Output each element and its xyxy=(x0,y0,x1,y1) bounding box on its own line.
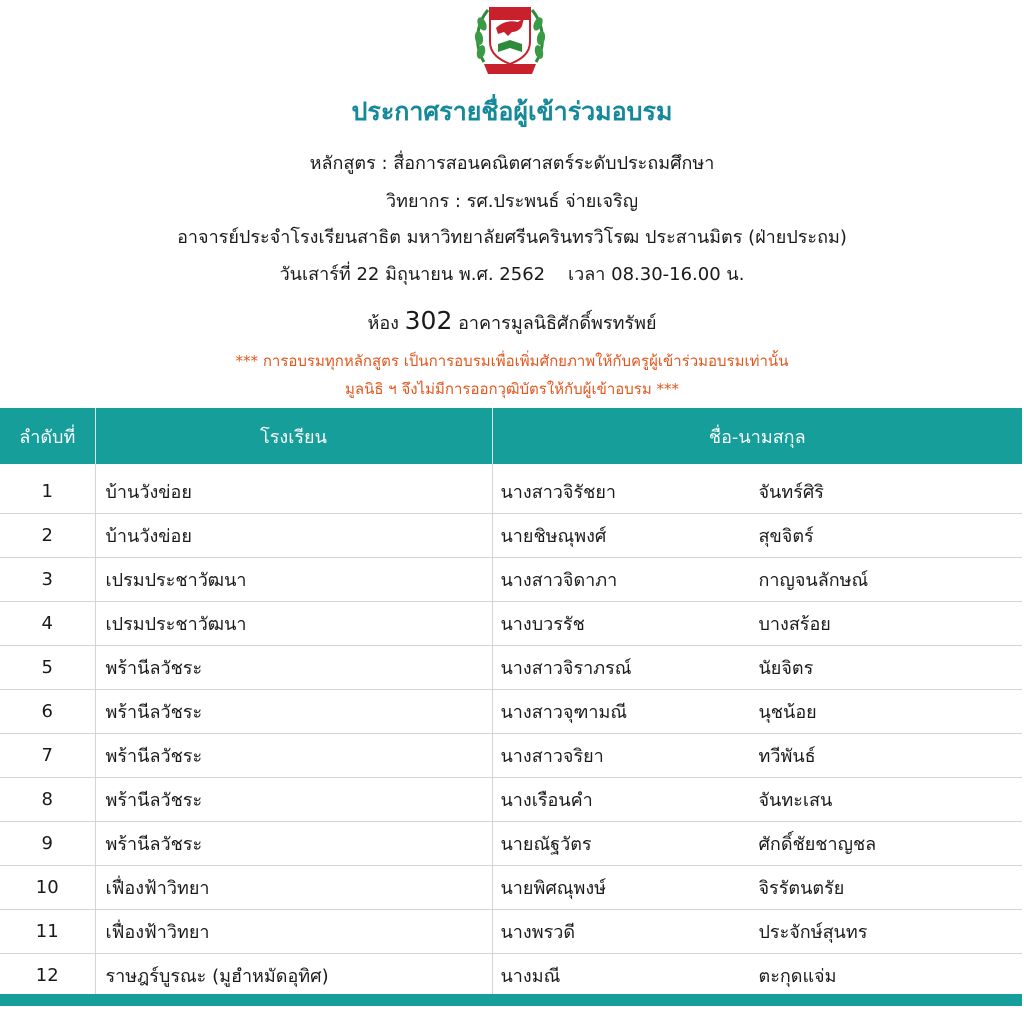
table-row xyxy=(0,866,1022,910)
school-name: บ้านวังข่อย xyxy=(95,514,492,558)
participant-cell xyxy=(492,646,1022,690)
school-name: เปรมประชาวัฒนา xyxy=(95,602,492,646)
school-name: เปรมประชาวัฒนา xyxy=(95,558,492,602)
participant-cell xyxy=(492,866,1022,910)
row-number: 10 xyxy=(0,866,95,910)
participant-surname: ตะกุดแจ่ม xyxy=(758,966,837,987)
row-number: 2 xyxy=(0,514,95,558)
participant-cell xyxy=(492,514,1022,558)
participant-name: นางเรือนคำ xyxy=(500,790,593,811)
row-number: 1 xyxy=(0,464,95,514)
school-name: เฟื่องฟ้าวิทยา xyxy=(95,910,492,954)
column-header-fullname: ชื่อ-นามสกุล xyxy=(492,408,1022,464)
participant-name: นางสาวจุฑามณี xyxy=(500,702,628,723)
school-name: เฟื่องฟ้าวิทยา xyxy=(95,866,492,910)
participant-cell xyxy=(492,822,1022,866)
table-row xyxy=(0,514,1022,558)
notice-line-2: มูลนิธิ ฯ จึงไม่มีการออกวุฒิบัตรให้กับผู้เข้าอบรม *** xyxy=(345,380,679,398)
participant-cell xyxy=(492,464,1022,514)
notice-line-1: *** การอบรมทุกหลักสูตร เป็นการอบรมเพื่อเพิ่มศักยภาพให้กับครูผู้เข้าร่วมอบรมเท่านั้น xyxy=(235,352,789,370)
row-number: 9 xyxy=(0,822,95,866)
page-title: ประกาศรายชื่อผู้เข้าร่วมอบรม xyxy=(351,97,673,126)
participant-surname: สุขจิตร์ xyxy=(758,526,814,547)
participant-cell xyxy=(492,602,1022,646)
speaker-line: วิทยากร : รศ.ประพนธ์ จ่ายเจริญ xyxy=(385,191,639,212)
school-name: พร้านีลวัชระ xyxy=(95,690,492,734)
table-header-row xyxy=(0,408,1022,464)
row-number: 4 xyxy=(0,602,95,646)
participant-name: นางสาวจิดาภา xyxy=(500,570,618,591)
row-number: 7 xyxy=(0,734,95,778)
school-name: พร้านีลวัชระ xyxy=(95,778,492,822)
datetime-line: วันเสาร์ที่ 22 มิถุนายน พ.ศ. 2562 เวลา 08.30-16.00 น. xyxy=(279,264,745,285)
participant-name: นางพรวดี xyxy=(500,922,576,943)
participant-surname: นุชน้อย xyxy=(758,702,817,723)
participant-surname: นัยจิตร xyxy=(758,658,814,679)
row-number: 8 xyxy=(0,778,95,822)
participant-name: นางสาวจริยา xyxy=(500,746,604,767)
bottom-bar xyxy=(0,994,1022,1006)
school-name: พร้านีลวัชระ xyxy=(95,734,492,778)
participant-surname: ทวีพันธ์ xyxy=(758,746,816,767)
participant-name: นางสาวจิราภรณ์ xyxy=(500,658,632,679)
participant-cell xyxy=(492,954,1022,998)
participant-surname: จันทร์ศิริ xyxy=(758,482,824,503)
room-prefix: ห้อง xyxy=(367,313,405,334)
table-row xyxy=(0,464,1022,514)
table-row xyxy=(0,602,1022,646)
participant-cell xyxy=(492,558,1022,602)
table-row xyxy=(0,954,1022,998)
foundation-logo xyxy=(470,2,550,78)
participant-cell xyxy=(492,778,1022,822)
school-name: ราษฎร์บูรณะ (มูฮำหมัดอุทิศ) xyxy=(95,954,492,998)
participant-table xyxy=(0,408,1022,998)
table-row xyxy=(0,822,1022,866)
row-number: 12 xyxy=(0,954,95,998)
school-name: บ้านวังข่อย xyxy=(95,464,492,514)
room-line xyxy=(0,306,1024,337)
table-row xyxy=(0,558,1022,602)
room-number: 302 xyxy=(404,306,453,335)
table-row xyxy=(0,778,1022,822)
course-line: หลักสูตร : สื่อการสอนคณิตศาสตร์ระดับประถมศึกษา xyxy=(309,153,715,174)
row-number: 5 xyxy=(0,646,95,690)
participant-surname: ประจักษ์สุนทร xyxy=(758,922,868,943)
school-name: พร้านีลวัชระ xyxy=(95,646,492,690)
column-header-school: โรงเรียน xyxy=(95,408,492,464)
row-number: 11 xyxy=(0,910,95,954)
table-row xyxy=(0,910,1022,954)
participant-name: นายชิษณุพงศ์ xyxy=(500,526,607,547)
participant-name: นางมณี xyxy=(500,966,561,987)
affiliation-line: อาจารย์ประจำโรงเรียนสาธิต มหาวิทยาลัยศรีนครินทรวิโรฒ ประสานมิตร (ฝ่ายประถม) xyxy=(177,227,847,248)
row-number: 3 xyxy=(0,558,95,602)
table-row xyxy=(0,690,1022,734)
participant-name: นางสาวจิรัชยา xyxy=(500,482,616,503)
logo-emblem-icon xyxy=(470,2,550,78)
table-row xyxy=(0,734,1022,778)
participant-surname: จันทะเสน xyxy=(758,790,833,811)
participant-surname: บางสร้อย xyxy=(758,614,831,635)
participant-cell xyxy=(492,910,1022,954)
participant-name: นายพิศณุพงษ์ xyxy=(500,878,606,899)
participant-cell xyxy=(492,690,1022,734)
participant-name: นายณัฐวัตร xyxy=(500,834,592,855)
row-number: 6 xyxy=(0,690,95,734)
table-row xyxy=(0,646,1022,690)
participant-surname: จิรรัตนตรัย xyxy=(758,878,845,899)
school-name: พร้านีลวัชระ xyxy=(95,822,492,866)
room-building: อาคารมูลนิธิศักดิ์พรทรัพย์ xyxy=(452,313,657,334)
participant-surname: กาญจนลักษณ์ xyxy=(758,570,869,591)
participant-surname: ศักดิ์ชัยชาญชล xyxy=(758,834,877,855)
participant-name: นางบวรรัช xyxy=(500,614,585,635)
participant-cell xyxy=(492,734,1022,778)
column-header-order: ลำดับที่ xyxy=(0,408,95,464)
